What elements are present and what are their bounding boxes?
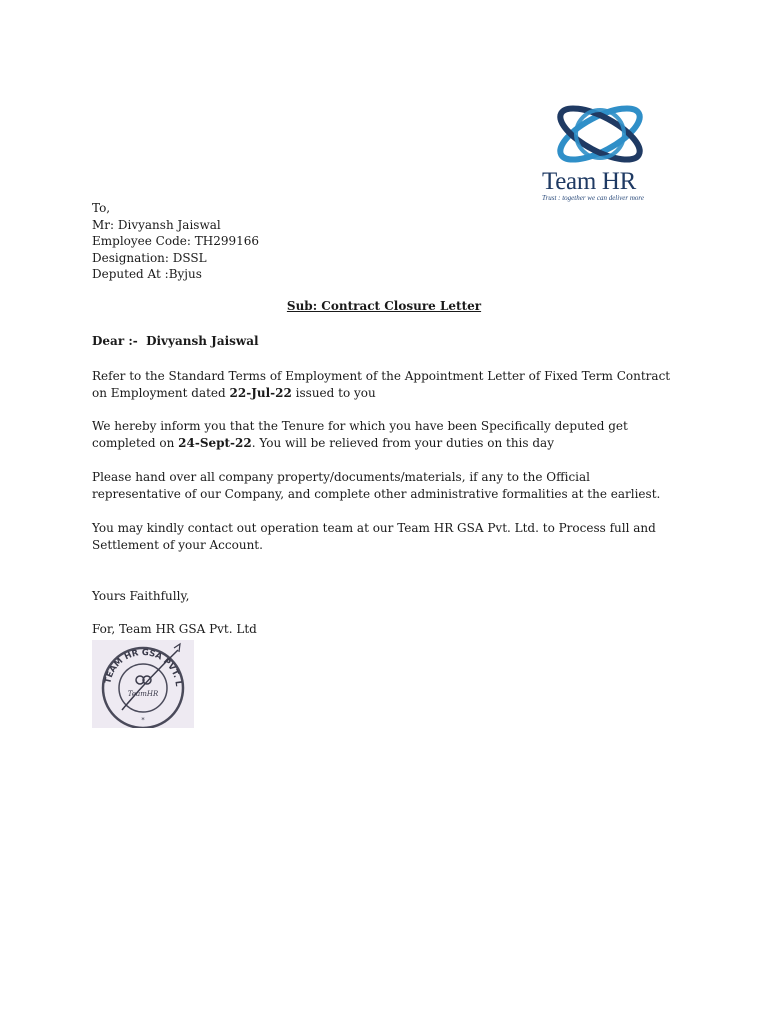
salutation: Dear :- Divyansh Jaiswal (92, 334, 259, 348)
p2-text-a: We hereby inform you that the Tenure for which you have been Specifically deputed get completed on (92, 419, 628, 450)
contract-date: 22-Jul-22 (229, 385, 292, 400)
p1-text-b: issued to you (291, 385, 376, 400)
stamp-seal-icon (92, 640, 194, 728)
paragraph-contract-reference (92, 368, 672, 401)
logo-name: Team HR (542, 168, 637, 195)
logo-tagline: Trust : together we can deliver more (542, 194, 645, 202)
subject-line: Sub: Contract Closure Letter (286, 299, 482, 313)
recipient-address (92, 200, 672, 283)
relieving-date: 24-Sept-22 (178, 435, 252, 450)
employee-code: Employee Code: TH299166 (92, 234, 260, 248)
to-line: To, (92, 201, 111, 215)
svg-text:*: * (141, 716, 145, 724)
logo-orbit-icon (548, 100, 658, 170)
company-logo (530, 100, 680, 205)
deputed-at: Deputed At :Byjus (92, 267, 202, 281)
paragraph-handover: Please hand over all company property/documents/materials, if any to the Official representative of our Company, and complete other administrative formalities at the earliest. (92, 470, 661, 501)
company-stamp (92, 640, 194, 728)
designation: Designation: DSSL (92, 250, 207, 265)
paragraph-tenure-completion (92, 418, 672, 451)
paragraph-settlement: You may kindly contact out operation team at our Team HR GSA Pvt. Ltd. to Process full and Settlement of your Account. (92, 521, 656, 552)
svg-text:TeamHR: TeamHR (127, 690, 159, 698)
closing-line: Yours Faithfully, (92, 589, 190, 603)
svg-text:TEAM HR GSA PVT. LTD.: TEAM HR GSA PVT. L (103, 647, 183, 686)
recipient-name: Mr: Divyansh Jaiswal (92, 217, 221, 232)
p2-text-b: . You will be relieved from your duties on this day (251, 435, 554, 450)
p1-text-a: Refer to the Standard Terms of Employment of the Appointment Letter of Fixed Term Contract on Employment dated (92, 369, 671, 400)
signatory-company: For, Team HR GSA Pvt. Ltd (92, 622, 257, 636)
